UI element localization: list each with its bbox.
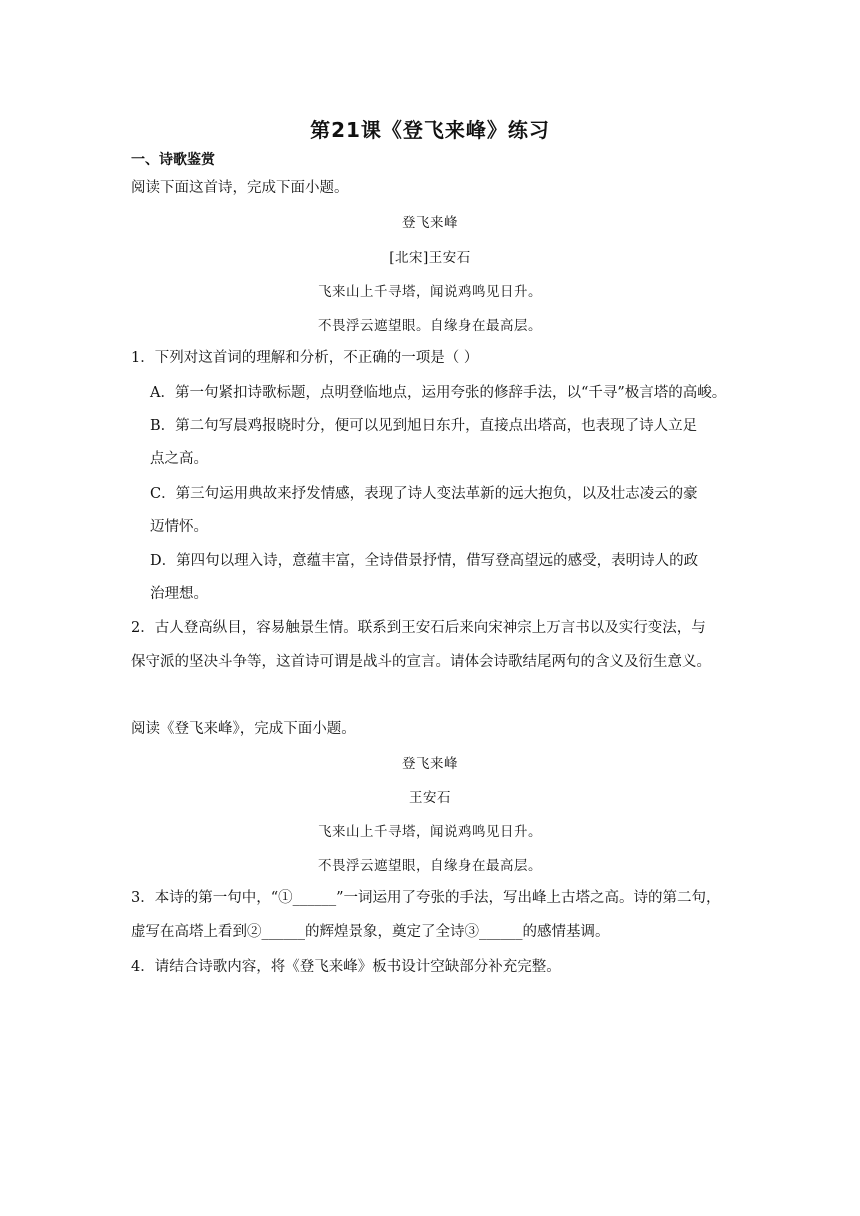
option-a: A．第一句紧扣诗歌标题，点明登临地点，运用夸张的修辞手法，以“千寻”极言塔的高峻。 bbox=[150, 385, 727, 401]
poem-author: 王安石 bbox=[409, 790, 451, 806]
poem-title: 登飞来峰 bbox=[402, 215, 458, 231]
poem-line: 飞来山上千寻塔，闻说鸡鸣见日升。 bbox=[318, 824, 542, 840]
option-b-cont: 点之高。 bbox=[150, 451, 208, 467]
poem-line: 不畏浮云遮望眼，自缘身在最高层。 bbox=[318, 858, 542, 874]
question-2-line: 2．古人登高纵目，容易触景生情。联系到王安石后来向宋神宗上万言书以及实行变法，与 bbox=[131, 620, 706, 636]
question-3-line: 虚写在高塔上看到②______的辉煌景象，奠定了全诗③______的感情基调。 bbox=[131, 924, 610, 940]
poem-title: 登飞来峰 bbox=[402, 756, 458, 772]
reading-instruction: 阅读下面这首诗，完成下面小题。 bbox=[131, 180, 349, 196]
poem-author: [北宋]王安石 bbox=[389, 250, 471, 266]
question-2-line: 保守派的坚决斗争等，这首诗可谓是战斗的宣言。请体会诗歌结尾两句的含义及衍生意义。 bbox=[131, 654, 711, 670]
question-3-line: 3．本诗的第一句中，“①______”一词运用了夸张的手法，写出峰上古塔之高。诗的第二句， bbox=[131, 890, 721, 906]
section-heading: 一、诗歌鉴赏 bbox=[131, 152, 215, 168]
question-4: 4．请结合诗歌内容，将《登飞来峰》板书设计空缺部分补充完整。 bbox=[131, 959, 561, 975]
option-c-cont: 迈情怀。 bbox=[150, 519, 208, 535]
option-d: D．第四句以理入诗，意蕴丰富，全诗借景抒情，借写登高望远的感受，表明诗人的政 bbox=[150, 553, 699, 569]
reading-instruction: 阅读《登飞来峰》，完成下面小题。 bbox=[131, 721, 356, 737]
poem-line: 飞来山上千寻塔，闻说鸡鸣见日升。 bbox=[318, 284, 542, 300]
option-d-cont: 治理想。 bbox=[150, 586, 208, 602]
option-c: C．第三句运用典故来抒发情感，表现了诗人变法革新的远大抱负，以及壮志凌云的豪 bbox=[150, 486, 698, 502]
poem-line: 不畏浮云遮望眼。自缘身在最高层。 bbox=[318, 318, 542, 334]
page-title: 第21课《登飞来峰》练习 bbox=[310, 118, 550, 142]
option-b: B．第二句写晨鸡报晓时分，便可以见到旭日东升，直接点出塔高，也表现了诗人立足 bbox=[150, 418, 698, 434]
question-1-stem: 1．下列对这首词的理解和分析，不正确的一项是（ ） bbox=[131, 350, 479, 366]
